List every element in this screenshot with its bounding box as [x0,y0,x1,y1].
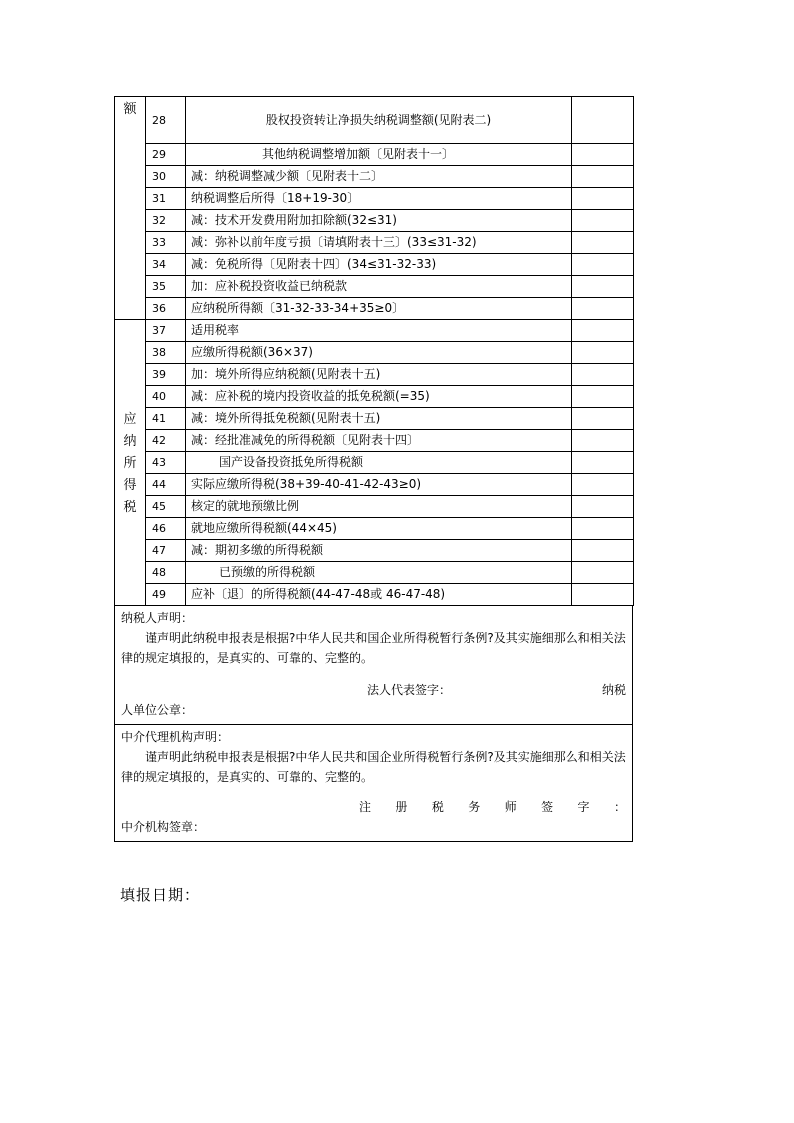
amount-cell[interactable] [572,430,634,452]
table-row [115,430,634,452]
table-row [115,452,634,474]
taxpayer-unit-label-a: 纳税 [601,683,626,697]
row-number: 38 [146,342,186,364]
row-number: 43 [146,452,186,474]
row-number: 35 [146,276,186,298]
row-number: 37 [146,320,186,342]
row-item: 加：应补税投资收益已纳税款 [186,276,572,298]
row-number: 45 [146,496,186,518]
row-item: 就地应缴所得税额(44×45) [186,518,572,540]
row-item: 减：期初多缴的所得税额 [186,540,572,562]
row-item: 减：弥补以前年度亏损〔请填附表十三〕(33≤31-32) [186,232,572,254]
agency-statement: 谨声明此纳税申报表是根据?中华人民共和国企业所得税暂行条例?及其实施细那么和相关法律的规定填报的，是真实的、可靠的、完整的。 [121,750,626,784]
amount-cell[interactable] [572,386,634,408]
amount-cell[interactable] [572,364,634,386]
table-row [115,144,634,166]
table-row [115,408,634,430]
table-row [115,364,634,386]
amount-cell[interactable] [572,276,634,298]
section-label-tax [115,320,146,606]
table-row [115,276,634,298]
table-row [115,320,634,342]
row-number: 30 [146,166,186,188]
table-row [115,540,634,562]
amount-cell[interactable] [572,97,634,144]
agency-declaration [114,725,633,842]
row-item: 应补〔退〕的所得税额(44-47-48或 46-47-48) [186,584,572,606]
agency-heading: 中介代理机构声明： [121,730,230,744]
row-item: 减：免税所得〔见附表十四〕(34≤31-32-33) [186,254,572,276]
row-number: 29 [146,144,186,166]
amount-cell[interactable] [572,254,634,276]
table-row [115,342,634,364]
amount-cell[interactable] [572,210,634,232]
table-row [115,188,634,210]
amount-cell[interactable] [572,166,634,188]
row-number: 33 [146,232,186,254]
section-char: 应 [123,411,137,427]
legal-rep-signature-label: 法人代表签字： [367,683,452,697]
section-char: 得 [123,477,137,493]
amount-cell[interactable] [572,298,634,320]
row-number: 46 [146,518,186,540]
tax-table [114,96,634,606]
section-char: 税 [123,499,137,515]
row-item: 减：纳税调整减少额〔见附表十二〕 [186,166,572,188]
row-number: 28 [146,97,186,144]
amount-cell[interactable] [572,518,634,540]
row-item: 适用税率 [186,320,572,342]
row-number: 49 [146,584,186,606]
row-number: 31 [146,188,186,210]
table-row [115,254,634,276]
row-item: 已预缴的所得税额 [186,562,572,584]
amount-cell[interactable] [572,232,634,254]
amount-cell[interactable] [572,540,634,562]
row-item: 应缴所得税额(36×37) [186,342,572,364]
row-item: 纳税调整后所得〔18+19-30〕 [186,188,572,210]
row-item: 减：技术开发费用附加扣除额(32≤31) [186,210,572,232]
row-number: 32 [146,210,186,232]
taxpayer-statement: 谨声明此纳税申报表是根据?中华人民共和国企业所得税暂行条例?及其实施细那么和相关法律的规定填报的，是真实的、可靠的、完整的。 [121,631,626,665]
section-char: 所 [123,455,137,471]
row-item: 其他纳税调整增加额〔见附表十一〕 [186,144,572,166]
agency-seal-label: 中介机构签章： [121,820,206,834]
table-row [115,97,634,144]
row-number: 36 [146,298,186,320]
table-row [115,298,634,320]
amount-cell[interactable] [572,408,634,430]
amount-cell[interactable] [572,474,634,496]
table-row [115,232,634,254]
table-row [115,210,634,232]
amount-cell[interactable] [572,562,634,584]
taxpayer-declaration [114,606,633,725]
table-row [115,518,634,540]
row-item: 实际应缴所得税(38+39-40-41-42-43≥0) [186,474,572,496]
row-item: 减：经批准减免的所得税额〔见附表十四〕 [186,430,572,452]
row-number: 47 [146,540,186,562]
row-item: 股权投资转让净损失纳税调整额(见附表二) [186,97,572,144]
amount-cell[interactable] [572,584,634,606]
row-item: 核定的就地预缴比例 [186,496,572,518]
row-number: 40 [146,386,186,408]
row-number: 44 [146,474,186,496]
row-number: 48 [146,562,186,584]
tax-agent-signature-label: 注 册 税 务 师 签 字 ： [359,800,626,814]
table-row [115,386,634,408]
row-number: 42 [146,430,186,452]
amount-cell[interactable] [572,452,634,474]
amount-cell[interactable] [572,496,634,518]
row-number: 41 [146,408,186,430]
table-row [115,562,634,584]
amount-cell[interactable] [572,320,634,342]
row-number: 39 [146,364,186,386]
row-number: 34 [146,254,186,276]
filing-date-label: 填报日期： [120,886,201,904]
taxpayer-heading: 纳税人声明： [121,611,194,625]
table-row [115,496,634,518]
row-item: 加：境外所得应纳税额(见附表十五) [186,364,572,386]
amount-cell[interactable] [572,144,634,166]
row-item: 国产设备投资抵免所得税额 [186,452,572,474]
table-row [115,166,634,188]
section-char: 纳 [123,433,137,449]
table-row [115,584,634,606]
taxpayer-unit-label-b: 人单位公章： [121,703,194,717]
tax-form [114,96,633,842]
amount-cell[interactable] [572,188,634,210]
amount-cell[interactable] [572,342,634,364]
row-item: 减：境外所得抵免税额(见附表十五) [186,408,572,430]
table-row [115,474,634,496]
row-item: 减：应补税的境内投资收益的抵免税额(=35) [186,386,572,408]
section-label-top: 额 [115,97,146,320]
row-item: 应纳税所得额〔31-32-33-34+35≥0〕 [186,298,572,320]
